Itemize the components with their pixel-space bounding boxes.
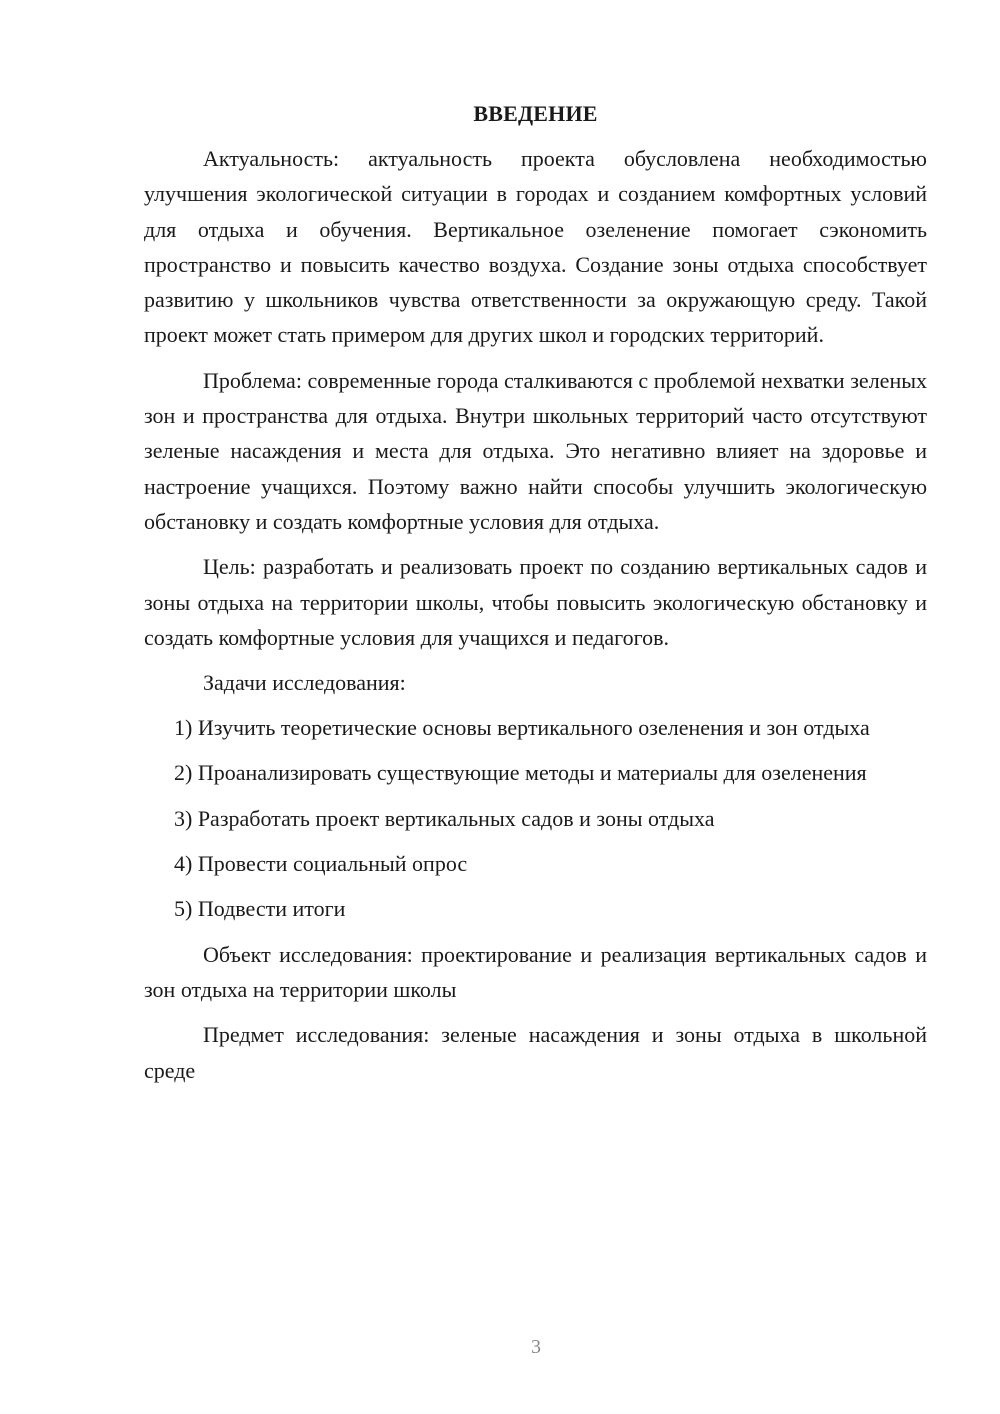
paragraph-problem: Проблема: современные города сталкиваются с проблемой нехватки зеленых зон и пространства для отдыха. Внутри школьных территорий часто отсутствуют зеленые насаждения и места для отдыха. Это негативно влияет на здоровье и настроение учащихся. Поэтому важно найти способы улучшить экологическую обстановку и создать комфортные условия для отдыха. (144, 367, 927, 534)
page-number: 3 (531, 1336, 541, 1358)
paragraph-subject: Предмет исследования: зеленые насаждения и зоны отдыха в школьной среде (144, 1022, 927, 1083)
task-item-1: 1) Изучить теоретические основы вертикального озеленения и зон отдыха (174, 715, 870, 741)
task-item-2: 2) Проанализировать существующие методы и материалы для озеленения (174, 760, 867, 786)
task-item-3: 3) Разработать проект вертикальных садов и зоны отдыха (174, 805, 715, 831)
page-title: ВВЕДЕНИЕ (473, 101, 598, 126)
paragraph-relevance: Актуальность: актуальность проекта обусловлена необходимостью улучшения экологической ситуации в городах и созданием комфортных условий для отдыха и обучения. Вертикальное озеленение помогает сэкономить пространство и повысить качество воздуха. Создание зоны отдыха способствует развитию у школьников чувства ответственности за окружающую среду. Такой проект может стать примером для других школ и городских территорий. (144, 146, 927, 348)
tasks-heading: Задачи исследования: (203, 670, 406, 696)
task-item-5: 5) Подвести итоги (174, 896, 346, 922)
task-item-4: 4) Провести социальный опрос (174, 851, 468, 877)
paragraph-object: Объект исследования: проектирование и реализация вертикальных садов и зон отдыха на территории школы (144, 941, 927, 1002)
paragraph-goal: Цель: разработать и реализовать проект по созданию вертикальных садов и зоны отдыха на территории школы, чтобы повысить экологическую обстановку и создать комфортные условия для учащихся и педагогов. (144, 554, 927, 650)
page-body (144, 96, 927, 1098)
